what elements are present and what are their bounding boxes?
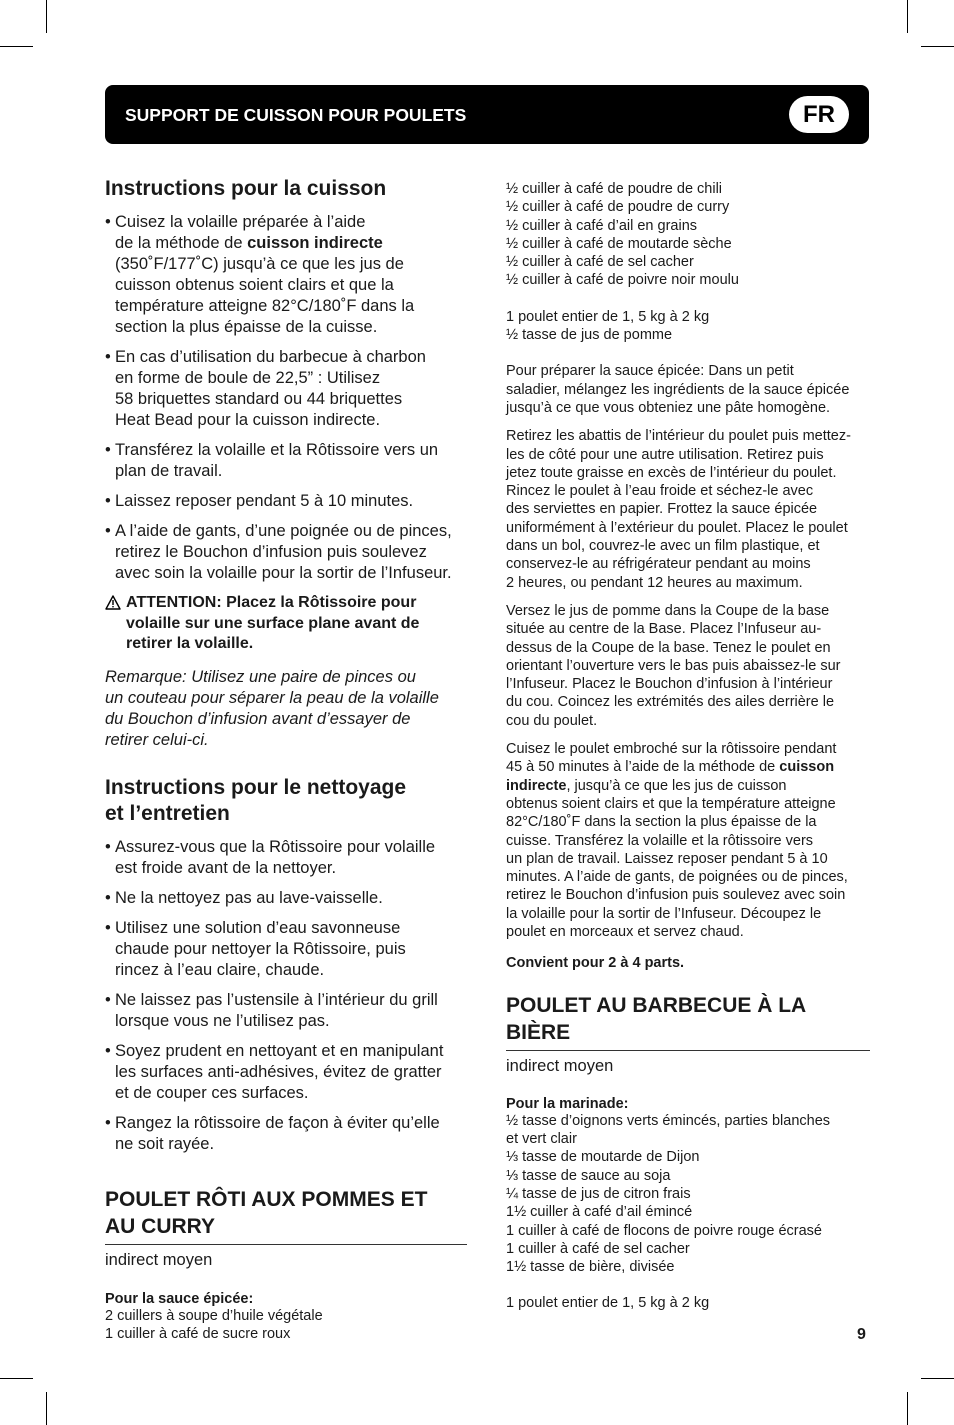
crop-mark <box>0 1378 33 1379</box>
ingredient: 1 cuiller à café de sucre roux <box>105 1326 291 1343</box>
serves-text: Convient pour 2 à 4 parts. <box>506 955 685 972</box>
ingredient: 1 poulet entier de 1, 5 kg à 2 kg <box>506 1295 710 1312</box>
cleaning-heading: Instructions pour le nettoyage et l’entretien <box>105 775 407 825</box>
ingredient: ½ cuiller à café de moutarde sèche <box>506 235 732 252</box>
ingredient: 1 cuiller à café de flocons de poivre rouge écrasé <box>506 1222 822 1239</box>
ingredient: 1 poulet entier de 1, 5 kg à 2 kg <box>506 308 710 325</box>
cooking-step: • Laissez reposer pendant 5 à 10 minutes. <box>105 491 467 512</box>
cooking-step: • A l’aide de gants, d’une poignée ou de pinces, retirez le Bouchon d’infusion puis soulevez avec soin la volaille pour la sortir de l’Infuseur. <box>105 521 467 584</box>
instruction-paragraph: Cuisez le poulet embroché sur la rôtissoire pendant 45 à 50 minutes à l’aide de la méthode de cuisson indirecte, jusqu’à ce que les jus de cuisson obtenus soient clairs et que la température atteigne 82°C/180˚F dans la section la plus épaisse de la cuisse. Transférez la volaille et la rôtissoire vers un plan de travail. Laissez reposer pendant 5 à 10 minutes. A l’aide de gants, de poignées ou de pinces, retirez le Bouchon d’infusion puis soulevez avec soin la volaille pour la sortir de l’Infuseur. Découpez le poulet en morceaux et servez chaud. <box>506 741 848 940</box>
ingredient: ½ cuiller à café d’ail en grains <box>506 217 698 234</box>
ingredient: ½ tasse de jus de pomme <box>506 327 673 344</box>
warning-icon <box>105 595 121 610</box>
recipe1-title: POULET RÔTI AUX POMMES ET AU CURRY <box>105 1187 467 1245</box>
crop-mark <box>921 1378 954 1379</box>
left-column <box>105 176 467 1343</box>
cooking-step: • Transférez la volaille et la Rôtissoire vers un plan de travail. <box>105 440 467 482</box>
attention-text: ATTENTION: Placez la Rôtissoire pour volaille sur une surface plane avant de retirer la volaille. <box>126 594 420 653</box>
sauce-ingredients-right <box>506 180 870 290</box>
ingredient: 2 cuillers à soupe d’huile végétale <box>105 1307 323 1324</box>
page-number: 9 <box>857 1326 866 1343</box>
sauce-ingredients-left <box>105 1307 467 1344</box>
crop-mark <box>921 46 954 47</box>
ingredient: ¼ tasse de jus de citron frais <box>506 1185 691 1202</box>
header-bar <box>105 85 869 144</box>
crop-mark <box>46 0 47 33</box>
attention-note <box>105 593 467 655</box>
recipe2-title: POULET AU BARBECUE À LA BIÈRE <box>506 993 870 1051</box>
ingredient: 1½ tasse de bière, divisée <box>506 1259 675 1276</box>
ingredient: ½ cuiller à café de poudre de chili <box>506 181 723 197</box>
other-ingredients <box>506 308 870 345</box>
recipe2-method: indirect moyen <box>506 1056 614 1075</box>
instruction-paragraph: Pour préparer la sauce épicée: Dans un petit saladier, mélangez les ingrédients de la sauce épicée jusqu’à ce que vous obteniez une pâte homogène. <box>506 363 850 416</box>
cleaning-step: • Assurez-vous que la Rôtissoire pour volaille est froide avant de la nettoyer. <box>105 837 467 879</box>
cooking-list <box>105 212 467 584</box>
crop-mark <box>907 1392 908 1425</box>
cooking-step: • Cuisez la volaille préparée à l’aide de la méthode de cuisson indirecte (350˚F/177˚C) jusqu’à ce que les jus de cuisson obtenus soient clairs et que la température atteigne 82°C/180˚F dans la section la plus épaisse de la cuisse. <box>105 212 467 338</box>
marinade-ingredients <box>506 1112 870 1277</box>
marinade-label: Pour la marinade: <box>506 1095 629 1112</box>
language-badge: FR <box>789 96 849 133</box>
ingredient: 1 cuiller à café de sel cacher <box>506 1240 690 1257</box>
ingredient: ½ cuiller à café de poudre de curry <box>506 199 730 216</box>
cooking-heading: Instructions pour la cuisson <box>105 177 387 200</box>
cooking-step: • En cas d’utilisation du barbecue à charbon en forme de boule de 22,5” : Utilisez 58 briquettes standard ou 44 briquettes Heat Bead pour la cuisson indirecte. <box>105 347 467 431</box>
crop-mark <box>907 0 908 33</box>
ingredient: 1½ cuiller à café d’ail émincé <box>506 1204 693 1221</box>
remark-text: Remarque: Utilisez une paire de pinces ou un couteau pour séparer la peau de la volaille du Bouchon d’infusion avant d’essayer de retirer celui-ci. <box>105 667 439 749</box>
crop-mark <box>46 1392 47 1425</box>
cleaning-list <box>105 837 467 1155</box>
instruction-paragraph: Retirez les abattis de l’intérieur du poulet puis mettez- les de côté pour une autre utilisation. Retirez puis jetez toute graisse en excès de l’intérieur du poulet. Rincez le poulet à l’eau froide et séchez-le avec des serviettes en papier. Frottez la sauce épicée uniformément à l’extérieur du poulet. Placez le poulet dans un bol, couvrez-le avec un film plastique, et conservez-le au réfrigérateur pendant au moins 2 heures, ou pendant 12 heures au maximum. <box>506 428 851 591</box>
recipe1-method: indirect moyen <box>105 1250 213 1269</box>
right-column <box>506 180 870 1313</box>
ingredient: ½ cuiller à café de poivre noir moulu <box>506 272 739 289</box>
header-title: SUPPORT DE CUISSON POUR POULETS <box>125 105 467 125</box>
cleaning-step: • Ne laissez pas l’ustensile à l’intérieur du grill lorsque vous ne l’utilisez pas. <box>105 990 467 1032</box>
cleaning-step: • Rangez la rôtissoire de façon à éviter qu’elle ne soit rayée. <box>105 1113 467 1155</box>
sauce-label: Pour la sauce épicée: <box>105 1290 254 1307</box>
recipe2-other-ingredients <box>506 1294 870 1312</box>
instruction-paragraph: Versez le jus de pomme dans la Coupe de la base située au centre de la Base. Placez l’Infuseur au- dessus de la Coupe de la base. Tenez le poulet en orientant l’ouverture vers le bas puis abaissez-le sur l’Infuseur. Placez le Bouchon d’infusion à l’intérieur du cou. Coincez les extrémités des ailes derrière le cou du poulet. <box>506 602 841 729</box>
cleaning-step: • Utilisez une solution d’eau savonneuse chaude pour nettoyer la Rôtissoire, puis rincez à l’eau claire, chaude. <box>105 918 467 981</box>
ingredient: ⅓ tasse de sauce au soja <box>506 1167 671 1184</box>
crop-mark <box>0 46 33 47</box>
cleaning-step: • Soyez prudent en nettoyant et en manipulant les surfaces anti-adhésives, évitez de gratter et de couper ces surfaces. <box>105 1041 467 1104</box>
ingredient: ½ tasse d’oignons verts émincés, parties blanches et vert clair <box>506 1112 831 1148</box>
ingredient: ⅓ tasse de moutarde de Dijon <box>506 1149 700 1166</box>
cleaning-step: • Ne la nettoyez pas au lave-vaisselle. <box>105 888 467 909</box>
ingredient: ½ cuiller à café de sel cacher <box>506 254 694 271</box>
